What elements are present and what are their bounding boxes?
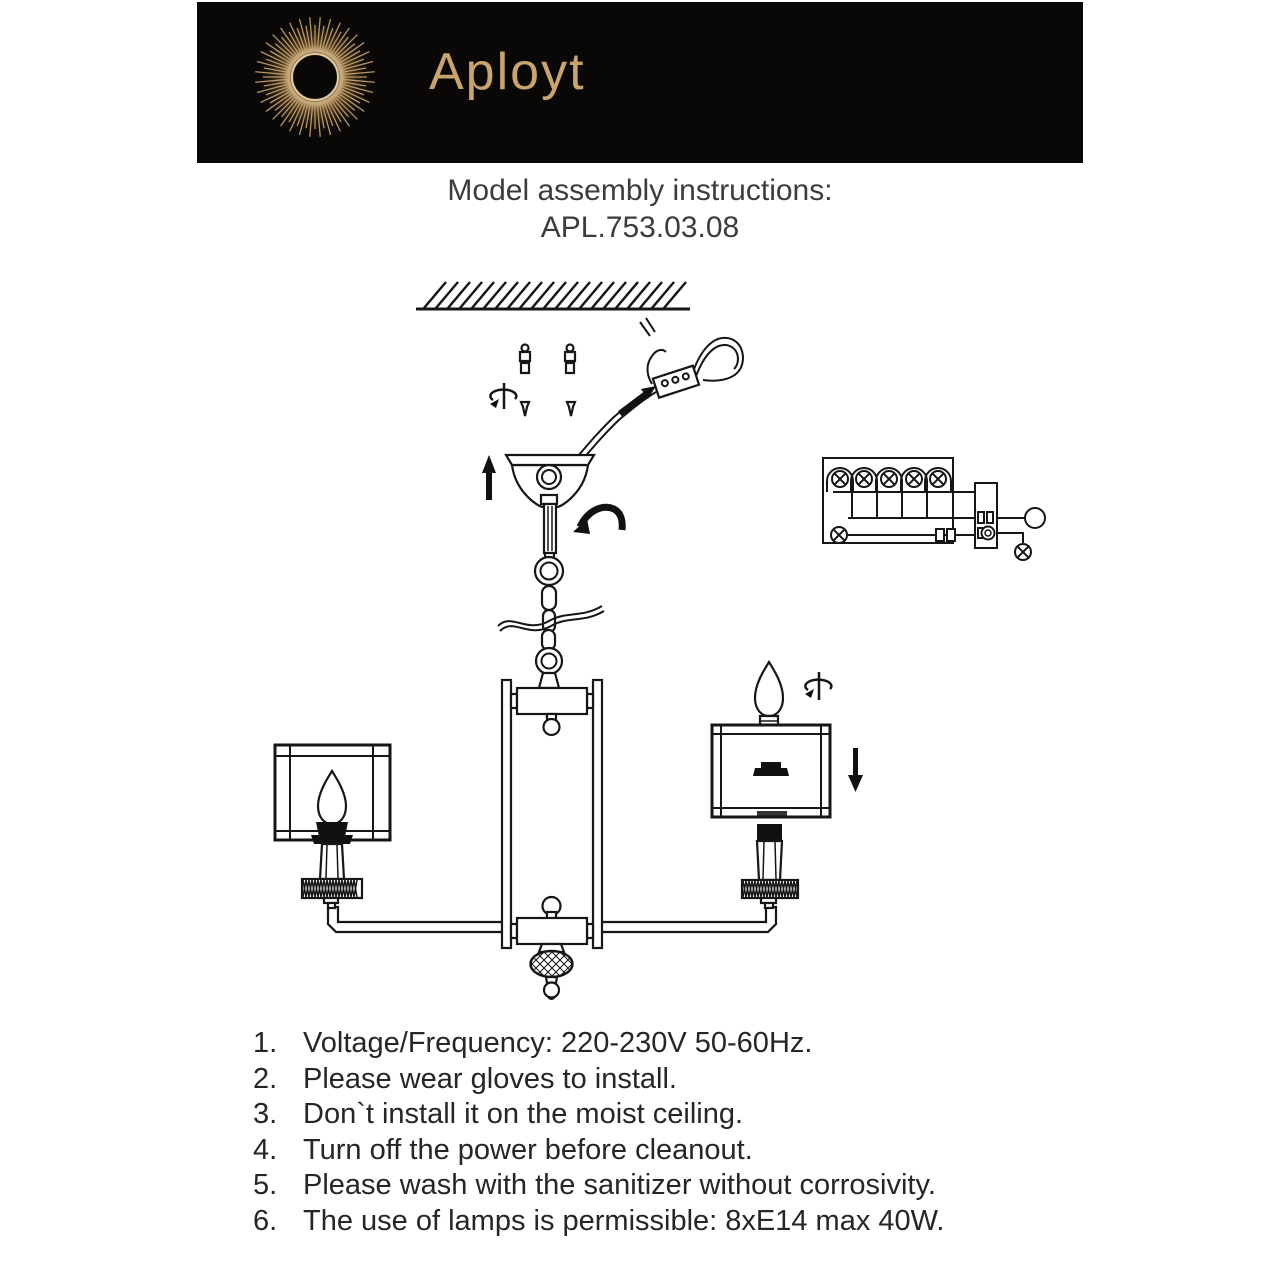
lamp-socket — [757, 824, 782, 841]
item-text: Please wash with the sanitizer without corrosivity. — [303, 1169, 936, 1202]
wall-anchor-icon — [565, 345, 575, 374]
knurl-texture — [303, 880, 797, 897]
screw-icon — [567, 402, 575, 416]
screw-icon — [521, 402, 529, 416]
list-item — [253, 1204, 944, 1240]
chain-ring — [535, 557, 563, 585]
lamp-symbol-array — [827, 468, 1031, 560]
chandelier-frame — [502, 680, 602, 952]
lamp-socket — [316, 822, 348, 837]
item-number: 1. — [253, 1027, 278, 1059]
item-number: 3. — [253, 1098, 278, 1131]
hanging-rod — [544, 504, 556, 559]
rotate-arrow-icon — [805, 672, 831, 700]
item-text: Turn off the power before cleanout. — [303, 1133, 753, 1166]
list-item — [253, 1133, 944, 1169]
item-number: 2. — [253, 1062, 278, 1095]
instruction-list — [253, 1026, 944, 1240]
list-item — [253, 1168, 944, 1204]
junction-circle — [1025, 508, 1045, 528]
brand-wordmark: Aployt — [429, 43, 586, 101]
item-text: Please wear gloves to install. — [303, 1062, 677, 1095]
item-number: 6. — [253, 1204, 278, 1237]
hook-icon — [573, 507, 622, 534]
list-item — [253, 1026, 944, 1062]
item-number: 5. — [253, 1169, 278, 1202]
canopy — [506, 455, 594, 507]
lamp-arm — [328, 907, 511, 932]
rotate-arrow-icon — [490, 383, 516, 409]
title-line-2: APL.753.03.08 — [540, 211, 740, 244]
up-arrow-icon — [482, 455, 496, 500]
exploded-bulb — [755, 662, 783, 716]
insert-arrow-icon — [620, 386, 656, 414]
ceiling-hatch — [416, 282, 690, 309]
item-number: 4. — [253, 1133, 278, 1166]
item-text: Voltage/Frequency: 220-230V 50-60Hz. — [303, 1027, 813, 1059]
list-item — [253, 1062, 944, 1098]
wiring-diagram — [823, 458, 1045, 560]
wire-connector — [947, 529, 955, 541]
list-item — [253, 1097, 944, 1133]
chain-ring — [536, 648, 562, 688]
right-lamp — [712, 662, 863, 908]
title-line-1: Model assembly instructions: — [447, 174, 833, 207]
terminal-block — [653, 366, 699, 398]
item-text: Don`t install it on the moist ceiling. — [303, 1098, 744, 1131]
lamp-arm — [593, 907, 776, 932]
wall-anchor-icon — [520, 345, 530, 374]
down-arrow-icon — [848, 748, 863, 792]
wire-connector — [936, 529, 944, 541]
crystal-finial — [531, 951, 573, 999]
item-text: The use of lamps is permissible: 8xE14 max 40W. — [303, 1204, 945, 1237]
